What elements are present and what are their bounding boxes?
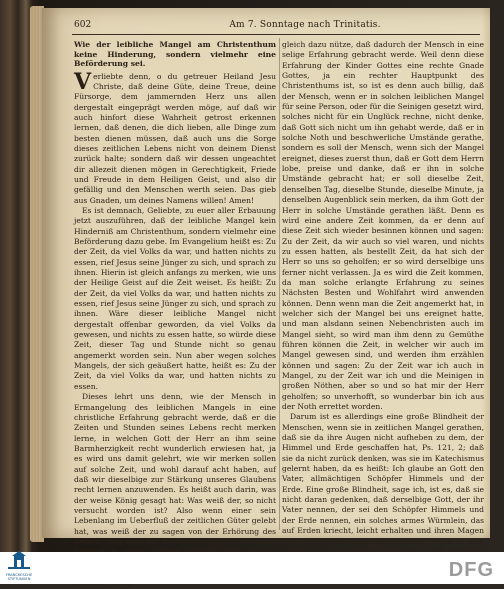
drop-cap: V (74, 68, 92, 95)
running-head: Am 7. Sonntage nach Trinitatis. (229, 20, 381, 30)
column-divider (279, 38, 280, 530)
paragraph: Es ist demnach, Geliebte, zu euer aller Erbauung jetzt auszuführen, daß der leibliche Mangel kein Hinderniß am Christenthum, sondern vielmehr eine Beförderung dazu gebe. Im Evangelium heißt es: Zu der Zeit, da viel Volks da war, und hatten nichts zu essen, rief Jesus seine Jünger zu sich, und sprach zu ihnen. Hierin ist gleich anfangs zu merken, wie uns der Heilige Geist auf die Zeit weiset. Es heißt: Zu der Zeit, da viel Volks da war, und hatten nichts zu essen, rief Jesus seine Jünger zu sich, und sprach zu ihnen. Wäre dieser leibliche Mangel nicht dergestalt offenbar geworden, da viel Volks da gewesen, und nichts zu essen hatte, so würde diese Zeit, dieser Tag und Stunde nicht so genau angemerkt worden sein. Nun aber wegen solches Mangels, der sich geäußert hatte, heißt es: Zu der Zeit, da viel Volks da war, und hatten nichts zu essen. (74, 205, 276, 391)
left-column (74, 40, 276, 546)
paragraph: Darum ist es allerdings eine große Blindheit der Menschen, wenn sie in zeitlichen Mangel gerathen, daß sie da ihre Augen nicht aufheben zu dem, der Himmel und Erde geschaffen hat, Ps. 121, 2; daß sie da nicht zurück denken, was sie im Katechismus gelernt haben, da es heißt: Ich glaube an Gott den Vater, allmächtigen Schöpfer Himmels und der Erde. Eine große Blindheit, sage ich, ist es, daß sie nicht daran gedenken, daß derselbige Gott, der ihr Vater nennen, der sei den Schöpfer Himmels und der Erde nennen, ein solches armes Würmlein, das auf Erden kriecht, leicht erhalten und ihren Magen füllen, ja ein Uebriges geben könne, wenn es sein (282, 412, 484, 546)
right-column (282, 40, 484, 546)
header-rule (72, 34, 480, 35)
page-number: 602 (74, 20, 92, 30)
logo-text: FRANCKESCHE STIFTUNGEN (5, 573, 33, 581)
viewer-footer (0, 552, 504, 584)
paragraph: erliebte denn, o du getreuer Heiland Jesu Christe, daß deine Güte, deine Treue, deine Fürsorge, dem jammernden Herz uns allen dergestalt eingeprägt werden möge, auf daß wir auch hinfort diese Wahrheit getrost erkennen lernen, daß denen, die dich lieben, alle Dinge zum besten dienen müssen, daß auch uns die Sorge dieses zeitlichen Lebens nicht von deinem Dienst zurück halte; sondern daß wir dessen ungeachtet dir allezeit dienen mögen in Gerechtigkeit, Friede und Freude in dem Heiligen Geist, und also dir gefällig und den Menschen werth seien. Das gieb aus Gnaden, um deines Namens willen! Amen! (74, 71, 276, 205)
dfg-logo: DFG (448, 559, 494, 581)
section-title: Wie der leibliche Mangel am Christenthum keine Hinderung, sondern vielmehr eine Beförderung sei. (74, 40, 276, 68)
paragraph: gleich dazu nütze, daß dadurch der Mensch in eine selige Erfahrung gebracht werde. Weil denn diese Erfahrung der Kinder Gottes eine rechte Gnade Gottes, ja ein rechter Hauptpunkt des Christenthums ist, so ist es denn auch billig, daß der Mensch, wenn er in solchen leiblichen Mangel für seine Person, oder für die Seinigen gesetzt wird, solches nicht für ein Unglück rechne, nicht denke, daß Gott sich nicht um ihn gehabt werde, daß er in solche Noth und beschwerliche Umstände gerathe, sondern es soll der Mensch, wenn sich der Mangel ereignet, dieses zuerst thun, daß er Gott dem Herrn lobe, preise und danke, daß er ihn in solche Umstände gebracht hat; er soll dieselbe Zeit, denselben Tag, dieselbe Stunde, dieselbe Minute, ja denselben Augenblick sein merken, da ihm Gott der Herr in solche Umstände gerathen läßt. Denn es wird eine andere Zeit kommen, da er denn auf diese Zeit sich wieder besinnen können und sagen: Zu der Zeit, da wir auch so viel waren, und nichts zu essen hatten, als bestellt Zeit, da hat sich der Herr so uns so geholfen; er so wird derselbige uns ferner nicht verlassen. Ja es wird die Zeit kommen, da man solche erlangte Erfahrung zu seines Nächsten Besten und Wohlfahrt wird anwenden können. Denn wenn man die Zeit angemerkt hat, in welcher sich der Mangel bei uns ereignet hatte, und man alsdann seinen Nebenchristen auch im Mangel sieht, so wird man ihm denn zu Gemüthe führen können die Zeit, in welcher wir auch im Mangel gewesen sind, und werden ihm erzählen können und sagen: Zu der Zeit war ich auch in Mangel, zu der Zeit war ich und die Meinigen in großen Nöthen, aber so und so hat mir der Herr geholfen; so unverhofft, so wunderbar bin ich aus der Noth errettet worden. (282, 40, 484, 412)
paragraph: Dieses lehrt uns denn, wie der Mensch in Ermangelung des leiblichen Mangels in eine christliche Erfahrung gebracht werde, daß er die Zeiten und Stunden seines Lebens recht merken lerne, in welchen Gott der Herr an ihm seine Barmherzigkeit recht wunderlich erwiesen hat, ja es wird uns damit gelehrt, wie wir merken sollen auf solche Zeit, und wohl darauf acht haben, auf daß wir dieselbige zur Stärkung unseres Glaubens recht lernen anzuwenden. Es heißt auch darin, was der weise König gesagt hat: Was weiß der, so nicht versucht worden ist? Also wenn einer sein Lebenlang im Ueberfluß der zeitlichen Güter gelebt hat, was weiß der zu sagen von der Erhörung des Gebets? Was weiß der davon zu reden, wie es einem (74, 392, 276, 546)
